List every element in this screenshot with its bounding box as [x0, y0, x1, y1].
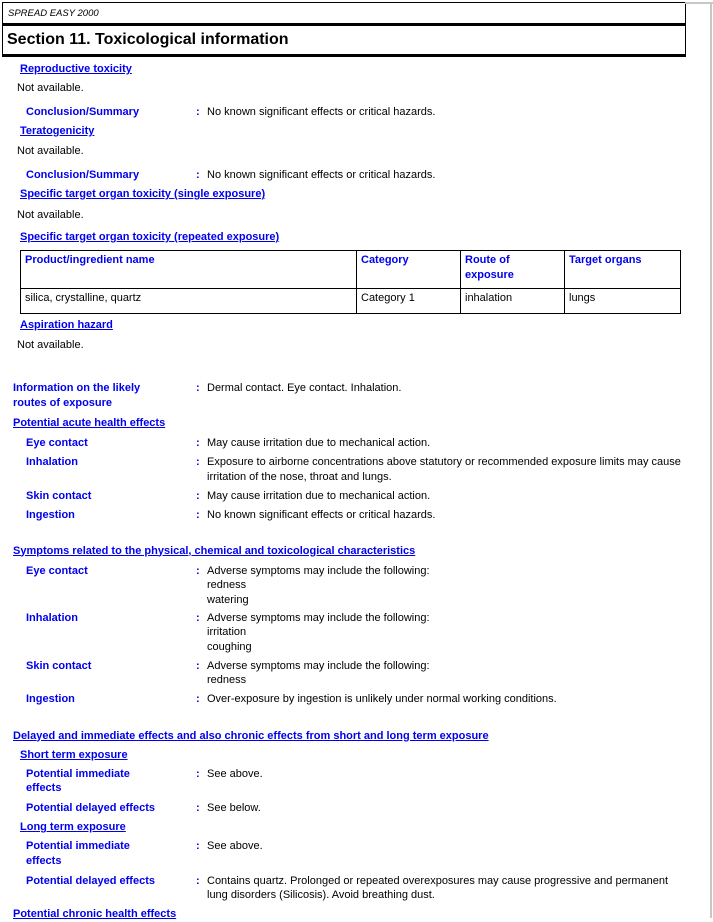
heading-acute-effects: Potential acute health effects [13, 417, 166, 429]
field-label: Potential delayed effects [26, 874, 155, 887]
field-label: Ingestion [26, 693, 75, 705]
status-text: Not available. [17, 339, 84, 351]
section-title: Section 11. Toxicological information [7, 31, 289, 48]
field-row-potential-delayed [26, 874, 683, 903]
field-label: Conclusion/Summary [26, 169, 140, 181]
field-value: May cause irritation due to mechanical action. [207, 437, 431, 449]
colon-separator: : [196, 611, 200, 624]
page-corner [685, 2, 713, 4]
colon-separator: : [196, 802, 200, 814]
table-cell-category: Category 1 [357, 289, 461, 314]
heading-delayed-immediate: Delayed and immediate effects and also chronic effects from short and long term exposure [13, 729, 489, 742]
field-label-line: Potential immediate [26, 840, 130, 852]
table-row [21, 289, 681, 314]
field-value-line: Adverse symptoms may include the following: [207, 564, 430, 577]
colon-separator: : [196, 767, 200, 780]
colon-separator: : [196, 840, 200, 852]
field-row-inhalation [26, 455, 683, 484]
field-value: No known significant effects or critical hazards. [207, 169, 436, 181]
field-row-likely-routes [13, 381, 683, 410]
field-row-potential-delayed [26, 801, 683, 816]
column-header-organs: Target organs [565, 251, 681, 289]
field-row-potential-immediate [26, 767, 683, 796]
colon-separator: : [196, 106, 200, 118]
status-text: Not available. [17, 145, 84, 157]
colon-separator: : [196, 382, 200, 394]
status-text: Not available. [17, 208, 84, 221]
page-edge [710, 2, 712, 918]
field-row-potential-immediate [26, 839, 683, 868]
field-value-line: coughing [207, 640, 252, 653]
field-label [26, 839, 196, 868]
field-row-conclusion-summary [26, 105, 683, 120]
field-value: See below. [207, 802, 261, 814]
field-value-line: redness [207, 579, 247, 591]
field-value: See above. [207, 840, 263, 852]
section-title-box [2, 26, 686, 57]
colon-separator: : [196, 874, 200, 887]
field-label: Inhalation [26, 456, 78, 468]
field-label [26, 767, 196, 796]
toxicity-table [20, 250, 681, 314]
field-value-line: Over-exposure by ingestion is unlikely under normal working conditions. [207, 693, 557, 705]
field-label: Eye contact [26, 437, 88, 449]
table-cell-organs: lungs [565, 289, 681, 314]
field-value [207, 564, 683, 608]
heading-reproductive-toxicity: Reproductive toxicity [20, 63, 132, 75]
field-value: No known significant effects or critical hazards. [207, 508, 436, 521]
field-value-line: Adverse symptoms may include the following: [207, 611, 430, 624]
field-row-skin-contact [26, 659, 683, 688]
table-cell-route: inhalation [461, 289, 565, 314]
field-value: May cause irritation due to mechanical action. [207, 489, 431, 502]
colon-separator: : [196, 659, 200, 672]
colon-separator: : [196, 489, 200, 502]
field-value-line: irritation [207, 626, 247, 638]
status-text: Not available. [17, 82, 84, 94]
field-label: Potential delayed effects [26, 802, 155, 814]
product-name-box [2, 2, 686, 26]
colon-separator: : [196, 437, 200, 449]
heading-chronic-effects: Potential chronic health effects [13, 908, 177, 920]
heading-stot-repeated: Specific target organ toxicity (repeated exposure) [20, 231, 280, 243]
heading-stot-single: Specific target organ toxicity (single exposure) [20, 188, 266, 200]
field-label: Ingestion [26, 508, 75, 521]
document-body [0, 57, 713, 922]
heading-teratogenicity: Teratogenicity [20, 125, 95, 137]
field-value [207, 692, 683, 707]
field-label [13, 381, 196, 410]
field-value [207, 659, 683, 688]
column-header-category: Category [357, 251, 461, 289]
field-row-conclusion-summary [26, 168, 683, 183]
field-row-skin-contact [26, 489, 683, 504]
field-row-eye-contact [26, 564, 683, 608]
field-value-line: watering [207, 593, 249, 606]
field-value: Contains quartz. Prolonged or repeated overexposures may cause progressive and permanent lung disorders (Silicosis). Avoid breathing dust. [207, 874, 669, 901]
field-label-line: Potential immediate [26, 767, 130, 780]
colon-separator: : [196, 508, 200, 521]
column-header-route: Route of exposure [461, 251, 565, 289]
field-value [207, 611, 683, 655]
field-label: Skin contact [26, 659, 92, 672]
field-label-line: effects [26, 854, 62, 867]
field-label: Eye contact [26, 564, 88, 577]
table-header-row [21, 251, 681, 289]
field-label: Conclusion/Summary [26, 106, 140, 118]
field-value: See above. [207, 767, 263, 780]
table-cell-product: silica, crystalline, quartz [21, 289, 357, 314]
colon-separator: : [196, 693, 200, 705]
field-label: Inhalation [26, 611, 78, 624]
field-value-line: Adverse symptoms may include the following: [207, 659, 430, 672]
field-value-line: redness [207, 674, 247, 686]
field-label-line: Information on the likely [13, 382, 141, 394]
field-label: Skin contact [26, 489, 92, 502]
field-row-ingestion [26, 692, 683, 707]
field-value: Exposure to airborne concentrations above statutory or recommended exposure limits may cause irritation of the nose, throat and lungs. [207, 456, 681, 483]
product-name: SPREAD EASY 2000 [8, 8, 99, 19]
column-header-product: Product/ingredient name [21, 251, 357, 289]
colon-separator: : [196, 169, 200, 181]
field-label-line: effects [26, 782, 62, 794]
field-row-ingestion [26, 508, 683, 523]
field-row-inhalation [26, 611, 683, 655]
heading-symptoms: Symptoms related to the physical, chemical and toxicological characteristics [13, 544, 416, 557]
heading-aspiration-hazard: Aspiration hazard [20, 319, 113, 331]
heading-long-term-exposure: Long term exposure [20, 821, 126, 833]
colon-separator: : [196, 564, 200, 577]
field-label-line: routes of exposure [13, 396, 113, 409]
colon-separator: : [196, 456, 200, 468]
heading-short-term-exposure: Short term exposure [20, 748, 128, 761]
field-row-eye-contact [26, 436, 683, 451]
field-value: No known significant effects or critical hazards. [207, 106, 436, 118]
field-value: Dermal contact. Eye contact. Inhalation. [207, 382, 402, 394]
